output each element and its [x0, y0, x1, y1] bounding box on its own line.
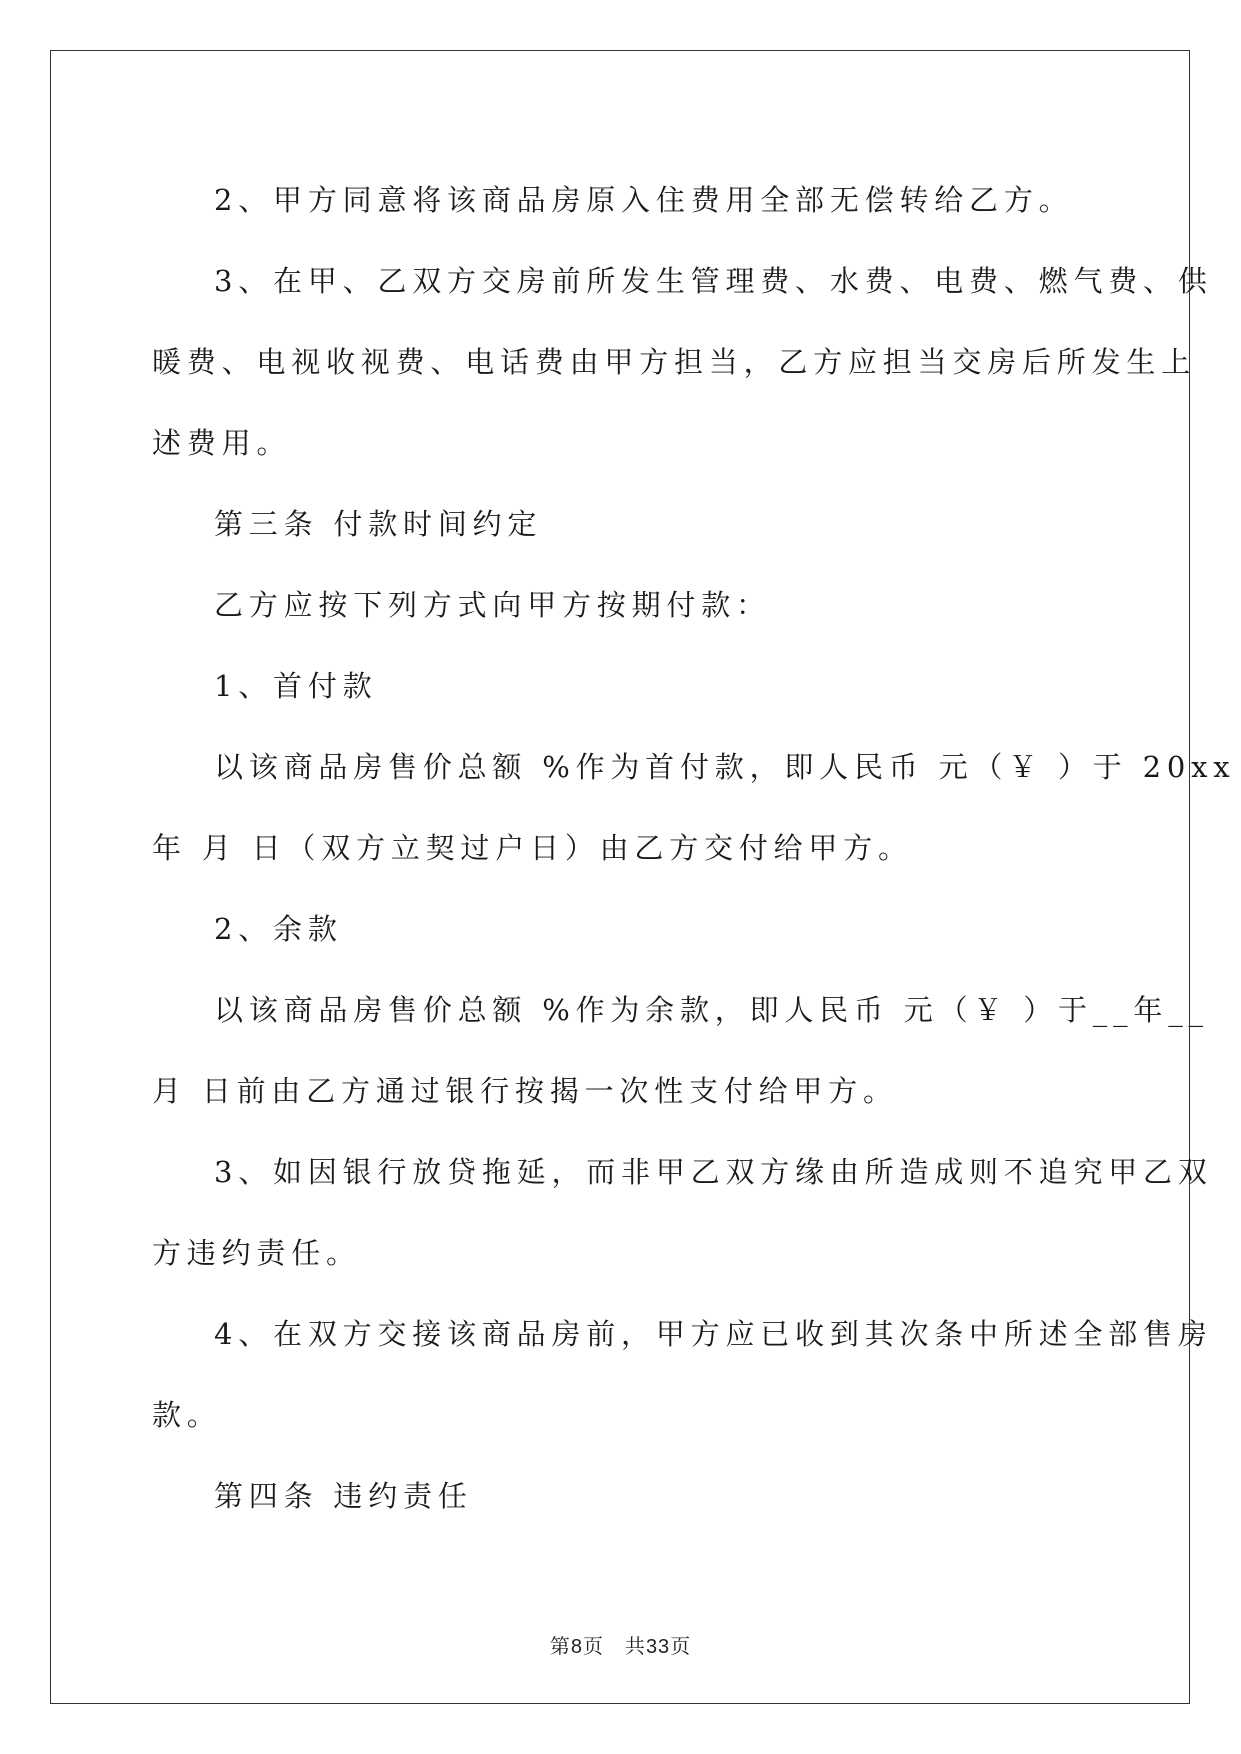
paragraph-line: 1、首付款 — [214, 669, 378, 703]
footer-suffix: 页 — [670, 1634, 692, 1658]
paragraph-line: 4、在双方交接该商品房前，甲方应已收到其次条中所述全部售房 — [214, 1317, 1213, 1351]
paragraph-line: 2、余款 — [214, 912, 343, 946]
paragraph-line: 2、甲方同意将该商品房原入住费用全部无偿转给乙方。 — [214, 183, 1074, 217]
paragraph-line: 款。 — [152, 1398, 222, 1432]
footer-prefix: 第 — [549, 1634, 571, 1658]
paragraph-line: 方违约责任。 — [152, 1236, 361, 1270]
paragraph-line: 述费用。 — [152, 426, 292, 460]
section-heading: 第三条 付款时间约定 — [214, 507, 543, 541]
current-page-number: 8 — [570, 1636, 583, 1658]
paragraph-line: 以该商品房售价总额 %作为首付款，即人民币 元（￥ ）于 20xx — [214, 750, 1236, 784]
total-page-count: 33 — [645, 1636, 671, 1658]
footer-mid: 页 共 — [582, 1634, 646, 1658]
paragraph-line: 以该商品房售价总额 %作为余款，即人民币 元（￥ ）于__年__ — [214, 993, 1209, 1027]
section-heading: 第四条 违约责任 — [214, 1479, 473, 1513]
paragraph-line: 乙方应按下列方式向甲方按期付款： — [214, 588, 771, 622]
paragraph-line: 月 日前由乙方通过银行按揭一次性支付给甲方。 — [152, 1074, 898, 1108]
paragraph-line: 3、在甲、乙双方交房前所发生管理费、水费、电费、燃气费、供 — [214, 264, 1213, 298]
paragraph-line: 3、如因银行放贷拖延，而非甲乙双方缘由所造成则不追究甲乙双 — [214, 1155, 1213, 1189]
document-body — [152, 160, 1236, 1537]
page-footer — [0, 1630, 1241, 1659]
paragraph-line: 暖费、电视收视费、电话费由甲方担当，乙方应担当交房后所发生上 — [152, 345, 1197, 379]
paragraph-line: 年 月 日（双方立契过户日）由乙方交付给甲方。 — [152, 831, 913, 865]
